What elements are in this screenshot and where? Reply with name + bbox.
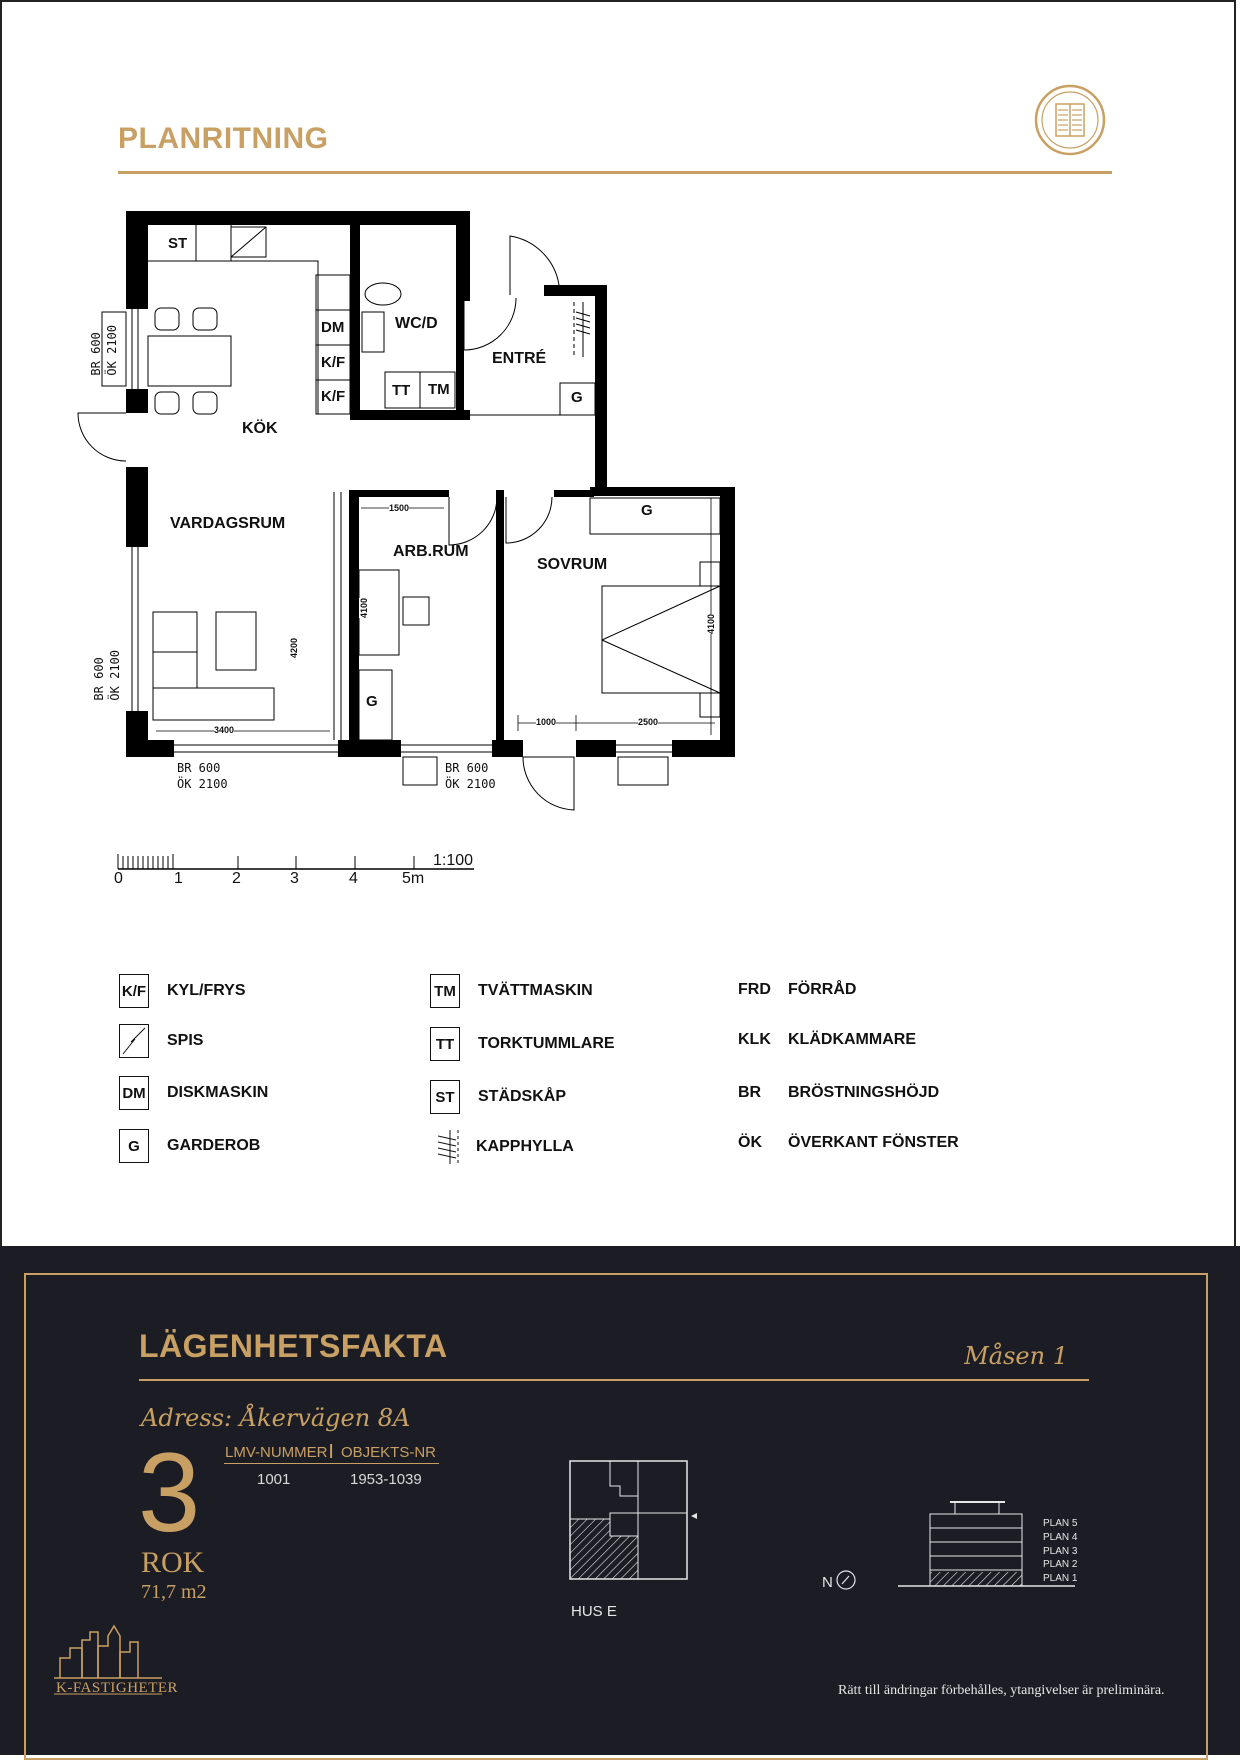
dm-box-icon: DM — [119, 1076, 149, 1110]
floor-label-2: PLAN 2 — [1043, 1559, 1078, 1570]
dim-study-length: 4100 — [359, 598, 369, 619]
fixture-st: ST — [168, 235, 188, 252]
legend-text: SPIS — [167, 1032, 204, 1049]
dim-study-width: 1500 — [389, 503, 410, 513]
company-logo-text: K-FASTIGHETER — [56, 1680, 179, 1696]
legend-code: ÖK — [738, 1134, 762, 1151]
room-unit: ROK — [141, 1546, 205, 1579]
window-note-kitchen: BR 600 ÖK 2100 — [89, 325, 119, 376]
scale-label-0: 0 — [114, 870, 123, 887]
window-note-living: BR 600 ÖK 2100 — [92, 650, 122, 701]
room-label-entry: ENTRÉ — [492, 350, 547, 367]
legend-text: GARDEROB — [167, 1137, 261, 1154]
legend-item-tm — [430, 974, 593, 1008]
legend-text: KLÄDKAMMARE — [788, 1031, 916, 1048]
facts-title: LÄGENHETSFAKTA — [139, 1328, 448, 1364]
column-separator: | — [329, 1442, 334, 1459]
project-name: Måsen 1 — [964, 1342, 1068, 1370]
building-key-plan — [565, 1456, 705, 1586]
scale-ratio: 1:100 — [433, 852, 474, 869]
house-label: HUS E — [571, 1603, 617, 1620]
room-label-kitchen: KÖK — [242, 420, 278, 437]
legend-item-klk — [738, 1031, 916, 1049]
object-value: 1953-1039 — [350, 1471, 422, 1488]
legend-text: STÄDSKÅP — [478, 1088, 567, 1105]
coat-rack-icon — [436, 1128, 462, 1166]
scale-label-2: 2 — [232, 870, 241, 887]
dim-bedroom-b: 2500 — [638, 717, 659, 727]
st-box-icon: ST — [430, 1080, 460, 1114]
dim-bedroom-a: 1000 — [536, 717, 557, 727]
floor-label-3: PLAN 3 — [1043, 1546, 1078, 1557]
scale-label-3: 3 — [290, 870, 299, 887]
floor-label-1: PLAN 1 — [1043, 1573, 1078, 1584]
dim-bedroom-length: 4100 — [706, 614, 716, 635]
legend-item-kf — [119, 974, 246, 1008]
room-label-bath: WC/D — [395, 315, 438, 332]
stove-icon — [119, 1024, 149, 1058]
room-count: 3 — [138, 1430, 201, 1555]
legend-item-st — [430, 1080, 566, 1114]
fixture-g-study: G — [366, 693, 378, 710]
scale-label-5: 5m — [402, 870, 425, 887]
legend-text: FÖRRÅD — [788, 981, 857, 998]
window-note-study-bottom: BR 600 ÖK 2100 — [445, 761, 496, 791]
fixture-g-entry: G — [571, 389, 583, 406]
object-label: OBJEKTS-NR — [341, 1444, 437, 1461]
dim-living-length: 4200 — [289, 638, 299, 659]
legend-item-ok — [738, 1134, 959, 1152]
address: Adress: Åkervägen 8A — [141, 1404, 411, 1432]
fixture-dm: DM — [321, 319, 345, 336]
room-label-bedroom: SOVRUM — [537, 556, 608, 573]
dim-living-width: 3400 — [214, 725, 235, 735]
legend-code: FRD — [738, 981, 771, 998]
legend-text: BRÖSTNINGSHÖJD — [788, 1084, 940, 1101]
facts-divider — [139, 1379, 1089, 1381]
legend-code: KLK — [738, 1031, 771, 1048]
floor-label-5: PLAN 5 — [1043, 1518, 1078, 1529]
legend-text: KYL/FRYS — [167, 982, 246, 999]
scale-label-1: 1 — [174, 870, 183, 887]
lmv-label: LMV-NUMMER — [225, 1444, 328, 1461]
g-box-icon: G — [119, 1129, 149, 1163]
room-label-study: ARB.RUM — [393, 543, 469, 560]
kf-box-icon: K/F — [119, 974, 149, 1008]
north-label: N — [822, 1574, 833, 1591]
page-title: PLANRITNING — [118, 122, 329, 155]
compass-icon — [835, 1569, 857, 1591]
fixture-kf-1: K/F — [321, 354, 346, 371]
legend-text: TORKTUMMLARE — [478, 1035, 615, 1052]
legend-item-br — [738, 1084, 939, 1102]
legend-item-g — [119, 1129, 260, 1163]
tm-box-icon: TM — [430, 974, 460, 1008]
fixture-kf-2: K/F — [321, 388, 346, 405]
legend-item-stove — [119, 1024, 203, 1058]
living-area: 71,7 m2 — [141, 1581, 207, 1603]
scale-label-4: 4 — [349, 870, 358, 887]
facts-columns-divider — [224, 1463, 439, 1464]
window-note-living-bottom: BR 600 ÖK 2100 — [177, 761, 228, 791]
tt-box-icon: TT — [430, 1027, 460, 1061]
legend-text: DISKMASKIN — [167, 1084, 269, 1101]
legend-text: TVÄTTMASKIN — [478, 982, 593, 999]
floor-label-4: PLAN 4 — [1043, 1532, 1078, 1543]
legend-code: BR — [738, 1084, 762, 1101]
legend-item-frd — [738, 981, 856, 999]
fixture-tt: TT — [392, 382, 411, 399]
legend-item-tt — [430, 1027, 615, 1061]
disclaimer: Rätt till ändringar förbehålles, ytangivelser är preliminära. — [838, 1683, 1165, 1698]
legend-text: KAPPHYLLA — [476, 1138, 574, 1155]
room-label-living: VARDAGSRUM — [170, 515, 286, 532]
apartment-facts-panel — [0, 1246, 1240, 1755]
fixture-tm: TM — [428, 381, 450, 398]
legend-item-dm — [119, 1076, 268, 1110]
lmv-value: 1001 — [257, 1471, 291, 1488]
fixture-g-bedroom: G — [641, 502, 653, 519]
legend-text: ÖVERKANT FÖNSTER — [788, 1134, 959, 1151]
legend-item-coat-rack — [436, 1128, 574, 1166]
